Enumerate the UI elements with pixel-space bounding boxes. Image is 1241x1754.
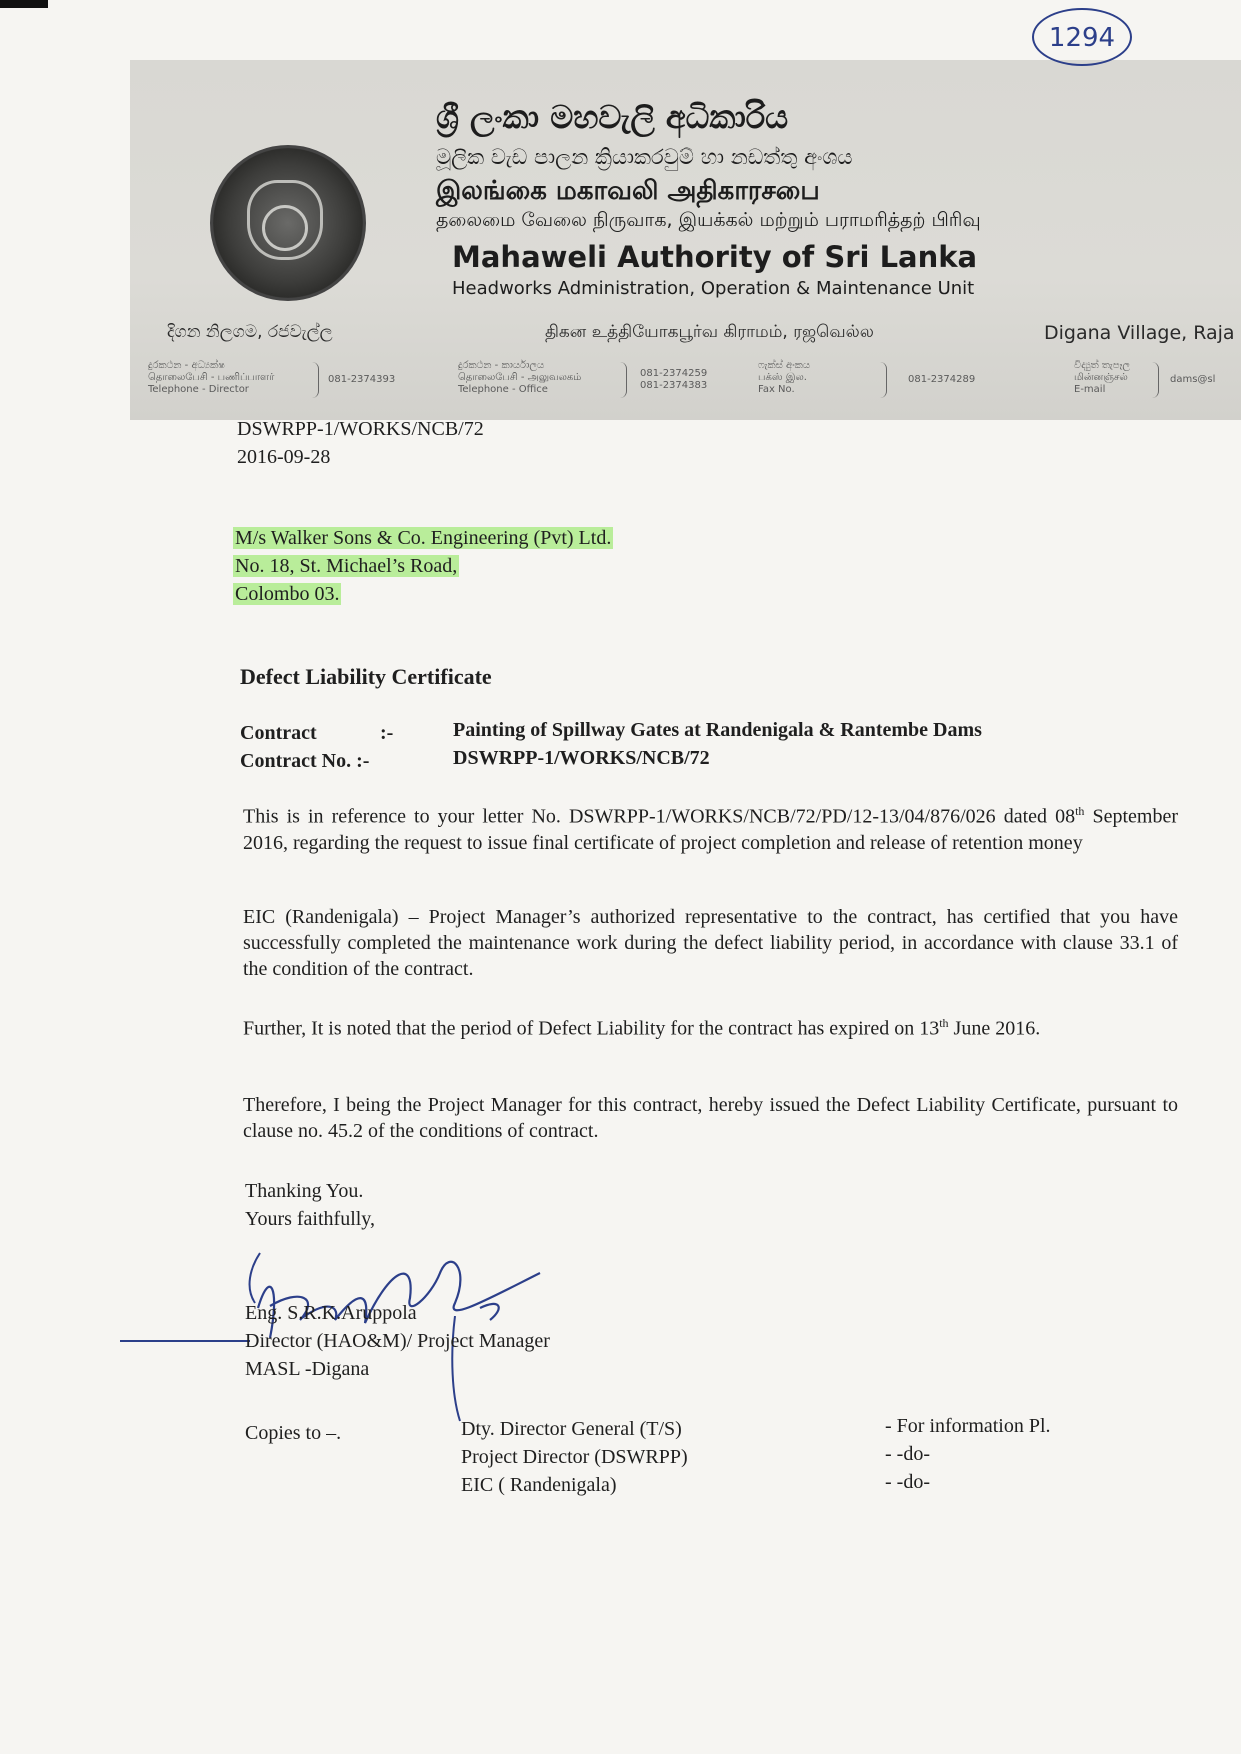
email-label-si: විද්‍යුත් තැපෑල — [1074, 360, 1130, 371]
para3-text-b: June 2016. — [948, 1017, 1041, 1040]
paragraph-reference — [243, 798, 1178, 856]
contract-number: DSWRPP-1/WORKS/NCB/72 — [453, 747, 710, 769]
office-phone-numbers — [640, 368, 707, 392]
director-phone: 081-2374393 — [328, 374, 396, 385]
address-tamil: திகன உத்தியோகபூர்வ கிராமம், ரஜவெல்ல — [545, 322, 874, 342]
org-name-tamil: இலங்கை மகாவலி அதிகாரசபை — [436, 176, 820, 206]
contract-label: Contract — [240, 722, 317, 744]
signatory-title: Director (HAO&M)/ Project Manager — [245, 1330, 550, 1352]
paragraph-certification: EIC (Randenigala) – Project Manager’s authorized representative to the contract, has certified that you have successfully completed the maintenance work during the defect liability period, in accordance with clause 33.1 of the condition of the contract. — [243, 906, 1178, 980]
paragraph-issue: Therefore, I being the Project Manager for this contract, hereby issued the Defect Liability Certificate, pursuant to clause no. 45.2 of the conditions of contract. — [243, 1094, 1178, 1142]
emblem-center-ring — [262, 205, 308, 251]
director-label-en: Telephone - Director — [148, 384, 249, 395]
page-corner-mark — [0, 0, 48, 8]
contact-office-labels — [458, 360, 581, 396]
copy-recipient: EIC ( Randenigala) — [461, 1474, 617, 1496]
signature-stroke-line — [120, 1340, 250, 1342]
brace-divider — [1152, 362, 1159, 398]
contract-separator: :- — [380, 722, 394, 744]
unit-name-sinhala: මූලික වැඩ පාලන ක්‍රියාකරවුම් හා නඩත්තු අංශය — [436, 145, 853, 169]
para3-superscript: th — [939, 1016, 949, 1030]
paragraph-expiry — [243, 1010, 1178, 1042]
contact-director-labels — [148, 360, 274, 396]
reference-number: DSWRPP-1/WORKS/NCB/72 — [237, 418, 484, 440]
email-label-ta: மின்னஞ்சல் — [1074, 372, 1128, 383]
director-label-ta: தொலைபேசி - பணிப்பாளர் — [148, 372, 275, 383]
office-label-ta: தொலைபேசி - அலுவலகம் — [458, 372, 582, 383]
brace-divider — [620, 362, 627, 398]
email-label-en: E-mail — [1074, 384, 1106, 395]
unit-name-tamil: தலைமை வேலை நிருவாக, இயக்கல் மற்றும் பராமரித்தற் பிரிவு — [436, 209, 981, 231]
copy-note: - -do- — [885, 1443, 930, 1465]
copy-recipient: Dty. Director General (T/S) — [461, 1418, 682, 1440]
office-phone-1: 081-2374259 — [640, 368, 708, 379]
copies-label: Copies to –. — [245, 1422, 342, 1444]
unit-name-english: Headworks Administration, Operation & Maintenance Unit — [452, 278, 975, 299]
email-address: dams@sl — [1170, 374, 1216, 385]
signatory-organization: MASL -Digana — [245, 1358, 370, 1380]
office-label-si: දුරකථන - කාර්යාලය — [458, 360, 545, 371]
copy-recipient: Project Director (DSWRPP) — [461, 1446, 688, 1468]
org-name-sinhala: ශ්‍රී ලංකා මහවැලි අධිකාරිය — [436, 98, 789, 136]
para1-text-b: September 2016, regarding the request to issue final certificate of project completion and release of retention money — [243, 805, 1178, 854]
para1-superscript: th — [1075, 804, 1085, 818]
para1-text-a: This is in reference to your letter No. DSWRPP-1/WORKS/NCB/72/PD/12-13/04/876/026 dated 08 — [243, 805, 1076, 828]
office-phone-2: 081-2374383 — [640, 380, 708, 391]
recipient-line-3: Colombo 03. — [235, 583, 340, 605]
recipient-line-2: No. 18, St. Michael’s Road, — [235, 555, 458, 577]
letter-date: 2016-09-28 — [237, 446, 331, 468]
handwritten-stamp-number: 1294 — [1032, 8, 1132, 66]
closing-thanks: Thanking You. — [245, 1180, 364, 1202]
address-english: Digana Village, Raja — [1044, 322, 1235, 344]
recipient-address — [233, 524, 613, 608]
brace-divider — [880, 362, 887, 398]
subject-heading: Defect Liability Certificate — [240, 664, 492, 689]
signatory-name: Eng. S.R.K.Aruppola — [245, 1302, 417, 1324]
para3-text-a: Further, It is noted that the period of Defect Liability for the contract has expired on 13 — [243, 1017, 940, 1040]
fax-label-si: ෆැක්ස් අංකය — [758, 360, 811, 371]
address-sinhala: දිගන නිලගම, රජවැල්ල — [167, 322, 333, 342]
contact-fax-labels — [758, 360, 810, 396]
fax-label-ta: பக்ஸ் இல. — [758, 372, 807, 383]
contract-no-label: Contract No. :- — [240, 750, 370, 772]
brace-divider — [312, 362, 319, 398]
contract-title: Painting of Spillway Gates at Randenigala & Rantembe Dams — [453, 719, 982, 741]
recipient-line-1: M/s Walker Sons & Co. Engineering (Pvt) Ltd. — [235, 527, 612, 549]
closing-faithfully: Yours faithfully, — [245, 1208, 376, 1230]
copy-note: - -do- — [885, 1471, 930, 1493]
fax-number: 081-2374289 — [908, 374, 976, 385]
office-label-en: Telephone - Office — [458, 384, 548, 395]
org-name-english: Mahaweli Authority of Sri Lanka — [452, 240, 978, 274]
fax-label-en: Fax No. — [758, 384, 795, 395]
copy-note: - For information Pl. — [885, 1415, 1051, 1437]
contact-email-labels — [1074, 360, 1130, 396]
director-label-si: දුරකථන - අධ්‍යක්ෂ — [148, 360, 225, 371]
